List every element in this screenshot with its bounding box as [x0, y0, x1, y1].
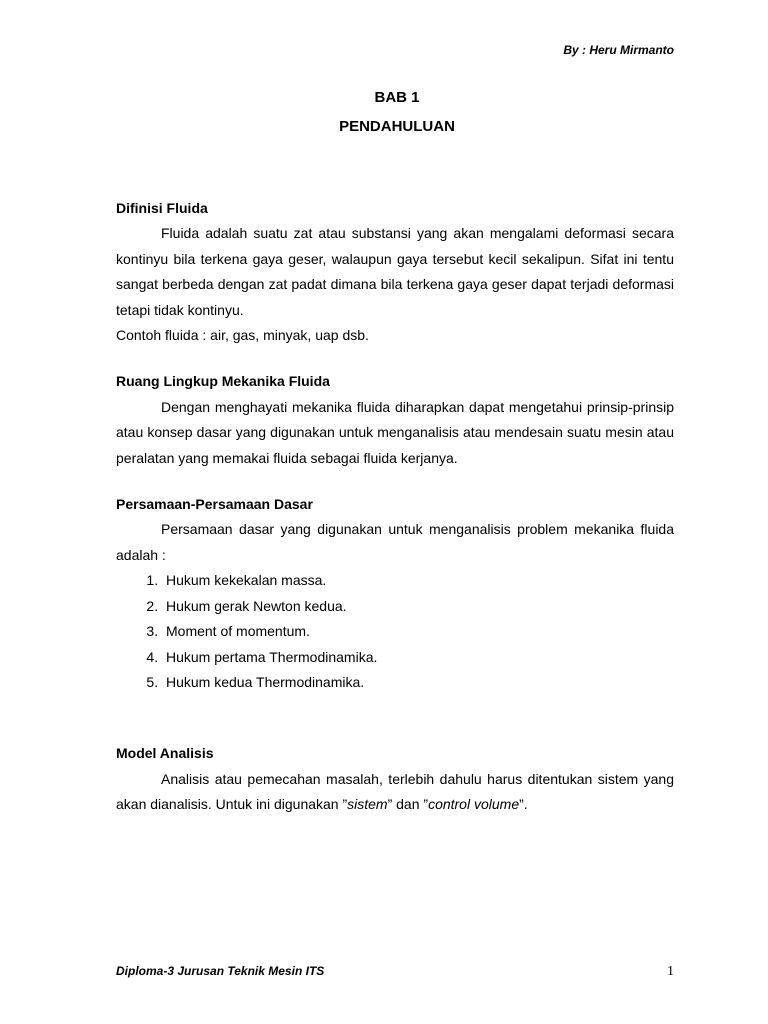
list-item: 3. Moment of momentum.	[162, 619, 674, 644]
author-label: By : Heru Mirmanto	[563, 43, 674, 57]
paragraph-ruang-lingkup: Dengan menghayati mekanika fluida diharapkan dapat mengetahui prinsip-prinsip atau konsep dasar yang digunakan untuk menganalisis atau mendesain suatu mesin atau peralatan yang memakai fluida sebagai fluida kerjanya.	[116, 398, 674, 466]
example-text: Contoh fluida : air, gas, minyak, uap dsb.	[116, 327, 369, 344]
chapter-number: BAB 1	[374, 89, 420, 106]
section-heading-ruang-lingkup: Ruang Lingkup Mekanika Fluida	[116, 373, 330, 390]
chapter-title: PENDAHULUAN	[339, 118, 455, 135]
document-body	[116, 196, 674, 818]
term-sistem: sistem	[347, 796, 388, 813]
section-heading-definisi: Difinisi Fluida	[116, 200, 208, 216]
footer-institution: Diploma-3 Jurusan Teknik Mesin ITS	[116, 964, 325, 978]
section-heading-model: Model Analisis	[116, 745, 214, 762]
equation-list	[116, 568, 674, 695]
list-item: 4. Hukum pertama Thermodinamika.	[162, 645, 674, 670]
section-heading-persamaan: Persamaan-Persamaan Dasar	[116, 496, 313, 513]
page-number: 1	[667, 964, 674, 979]
list-item: 5. Hukum kedua Thermodinamika.	[162, 670, 674, 695]
list-item: 2. Hukum gerak Newton kedua.	[162, 594, 674, 619]
paragraph-persamaan: Persamaan dasar yang digunakan untuk menganalisis problem mekanika fluida adalah :	[116, 521, 674, 563]
list-item: 1. Hukum kekekalan massa.	[162, 568, 674, 593]
term-control-volume: control volume	[428, 796, 520, 813]
paragraph-model: Analisis atau pemecahan masalah, terlebih dahulu harus ditentukan sistem yang akan dianalisis. Untuk ini digunakan ”sistem” dan ”control volume”.	[116, 770, 674, 813]
paragraph-definisi: Fluida adalah suatu zat atau substansi yang akan mengalami deformasi secara kontinyu bila terkena gaya geser, walaupun gaya tersebut kecil sekalipun. Sifat ini tentu sangat berbeda dengan zat padat dimana bila terkena gaya geser dapat terjadi deformasi tetapi tidak kontinyu.	[116, 225, 674, 318]
